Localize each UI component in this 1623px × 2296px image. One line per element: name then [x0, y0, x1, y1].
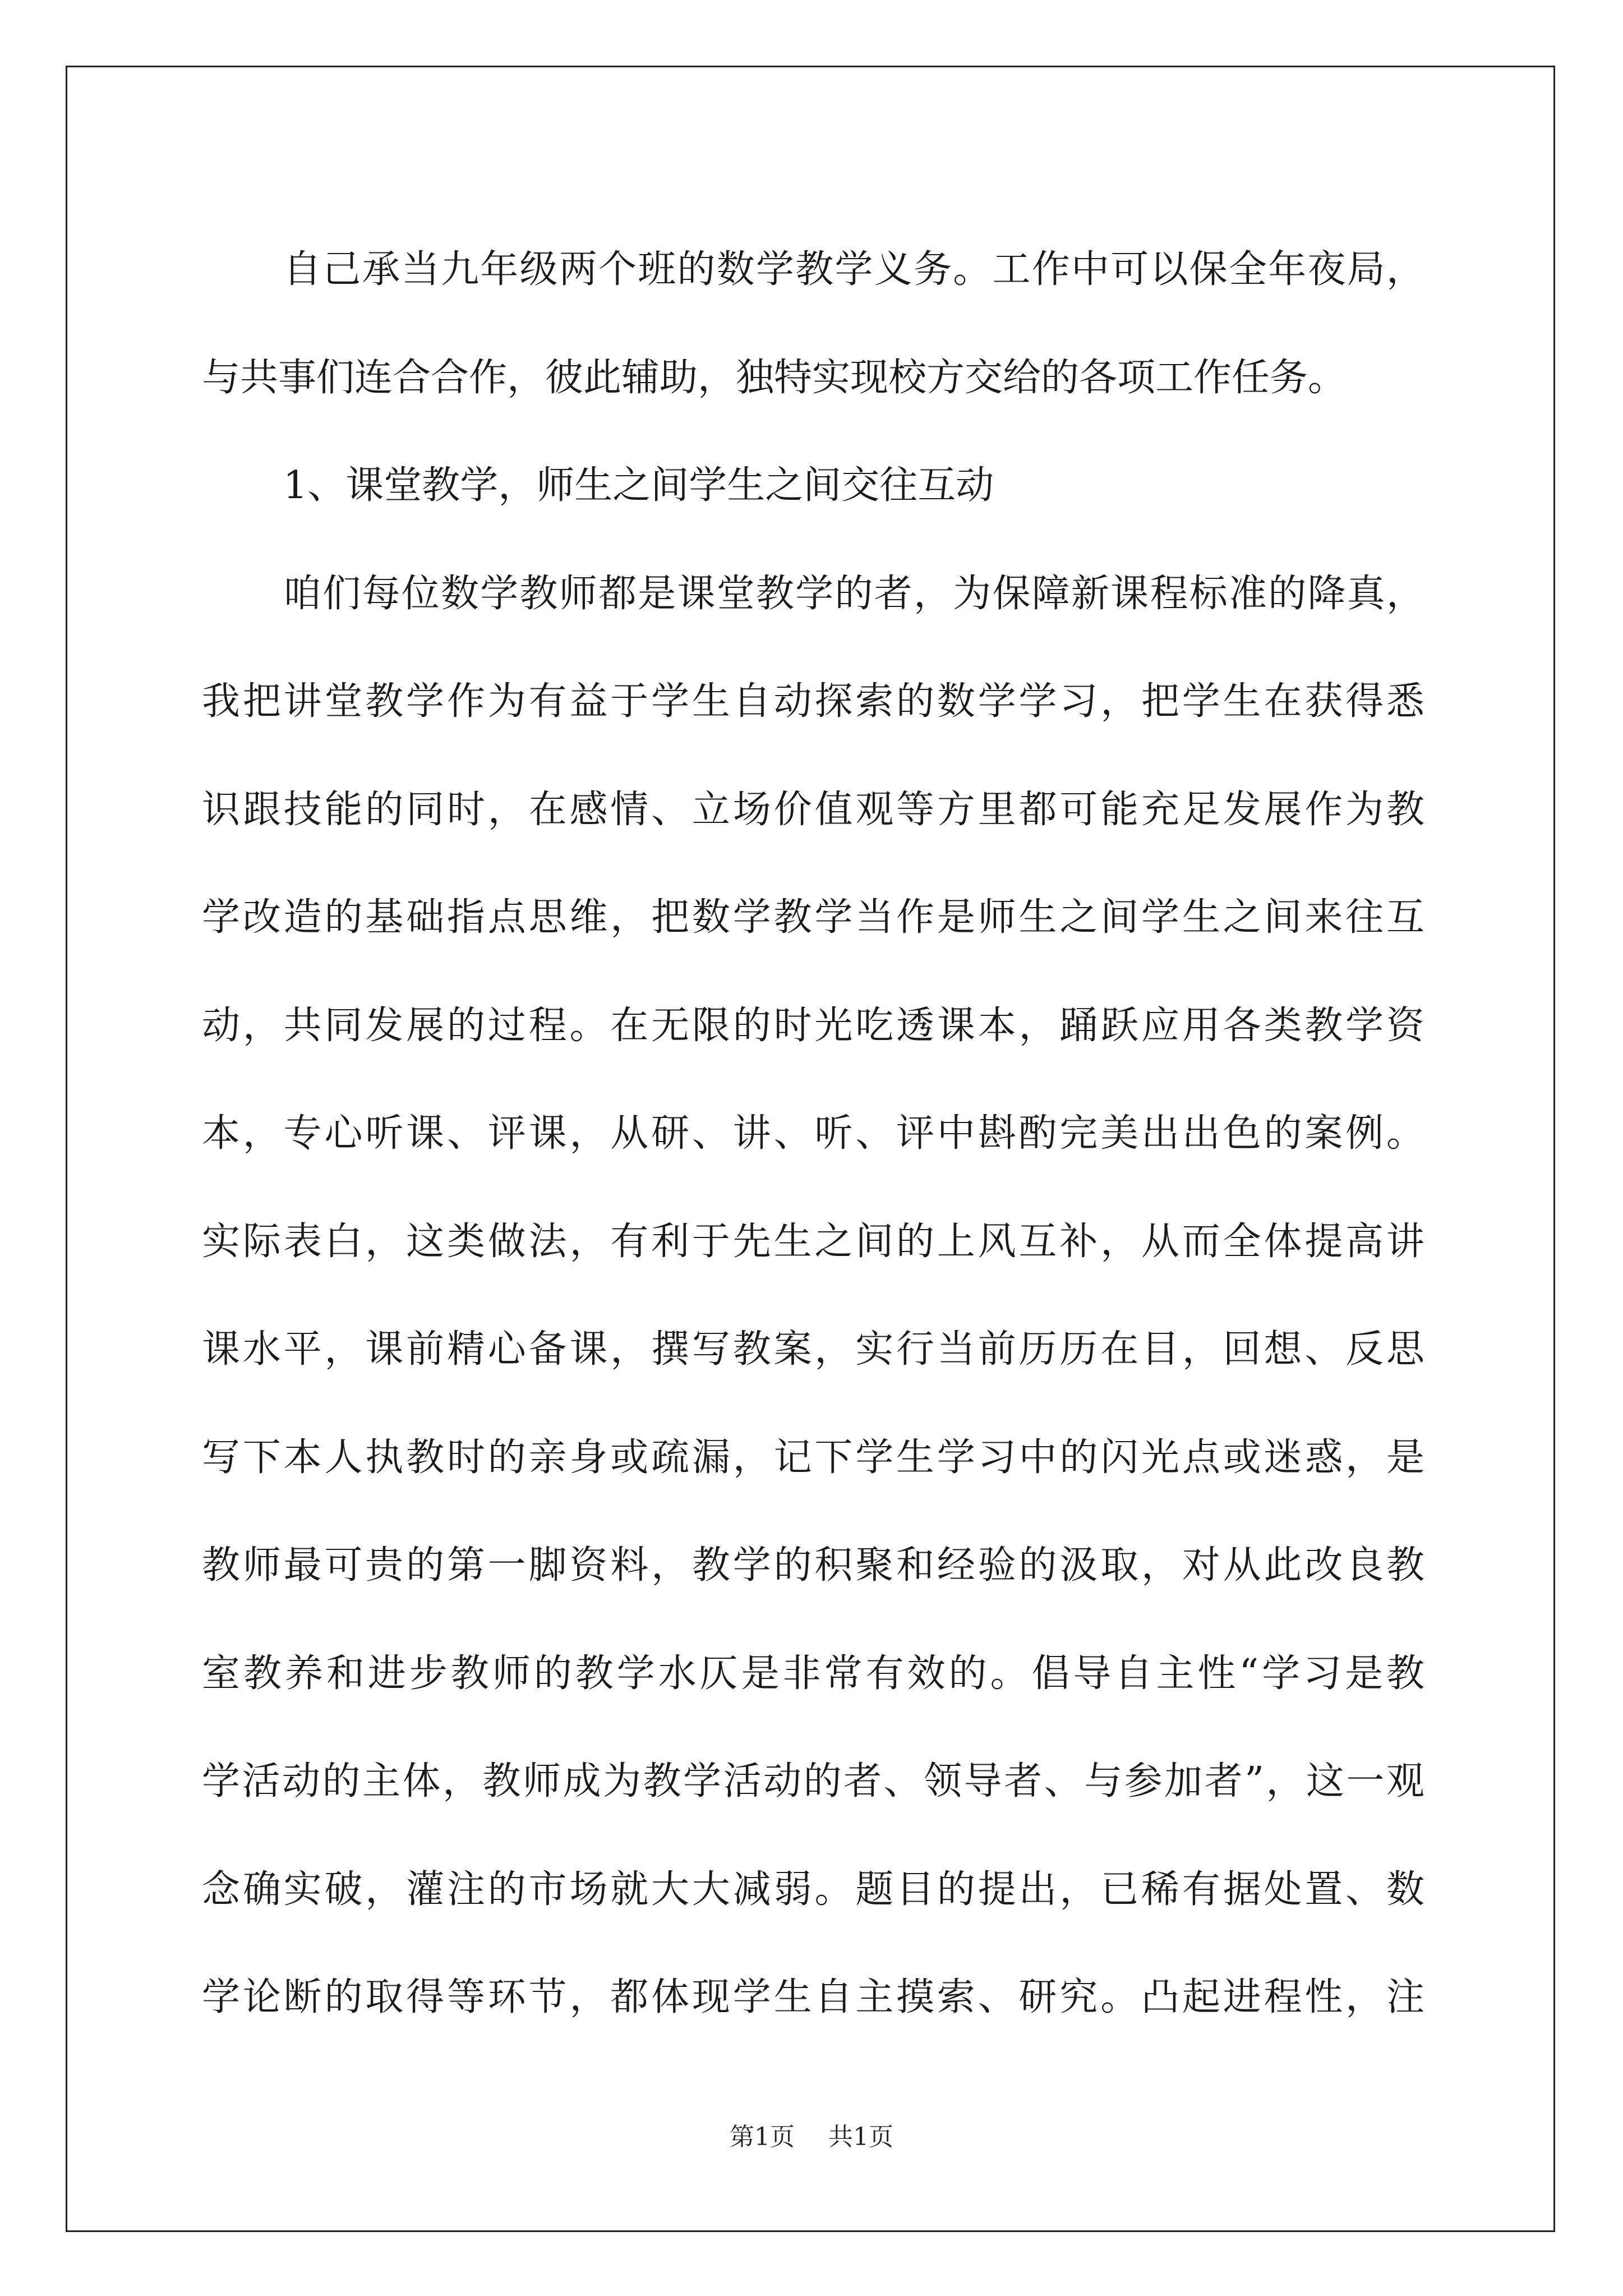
text-line: 室教养和进步教师的教学水仄是非常有效的。倡导自主性“学习是教: [202, 1651, 1424, 1696]
text-line: 自己承当九年级两个班的数学教学义务。工作中可以保全年夜局，: [283, 247, 1424, 292]
text-line: 动，共同发展的过程。在无限的时光吃透课本，踊跃应用各类教学资: [202, 1003, 1424, 1048]
document-body: [202, 216, 1424, 2052]
page-footer: [0, 2120, 1623, 2154]
text-line: 学活动的主体，教师成为教学活动的者、领导者、与参加者”，这一观: [202, 1759, 1424, 1803]
text-line: 课水平，课前精心备课，撰写教案，实行当前历历在目，回想、反思: [202, 1327, 1424, 1372]
text-line: 学论断的取得等环节，都体现学生自主摸索、研究。凸起进程性，注: [202, 1975, 1424, 2019]
text-line: 我把讲堂教学作为有益于学生自动探索的数学学习，把学生在获得悉: [202, 679, 1424, 724]
section-heading: 1、课堂教学，师生之间学生之间交往互动: [283, 463, 994, 508]
text-line: 念确实破，灌注的市场就大大减弱。题目的提出，已稀有据处置、数: [202, 1867, 1424, 1912]
page-total: 共1页: [828, 2123, 893, 2151]
text-line: 教师最可贵的第一脚资料，教学的积聚和经验的汲取，对从此改良教: [202, 1543, 1424, 1588]
page-number: 第1页: [730, 2123, 795, 2151]
text-line: 识跟技能的同时，在感情、立场价值观等方里都可能充足发展作为教: [202, 787, 1424, 832]
text-line: 实际表白，这类做法，有利于先生之间的上风互补，从而全体提高讲: [202, 1219, 1424, 1264]
text-line: 咱们每位数学教师都是课堂教学的者，为保障新课程标准的降真，: [283, 571, 1424, 616]
text-line: 写下本人执教时的亲身或疏漏，记下学生学习中的闪光点或迷惑，是: [202, 1435, 1424, 1480]
text-line: 学改造的基础指点思维，把数学教学当作是师生之间学生之间来往互: [202, 895, 1424, 940]
text-line: 本，专心听课、评课，从研、讲、听、评中斟酌完美出出色的案例。: [202, 1111, 1424, 1156]
text-line: 与共事们连合合作，彼此辅助，独特实现校方交给的各项工作任务。: [202, 355, 1347, 400]
